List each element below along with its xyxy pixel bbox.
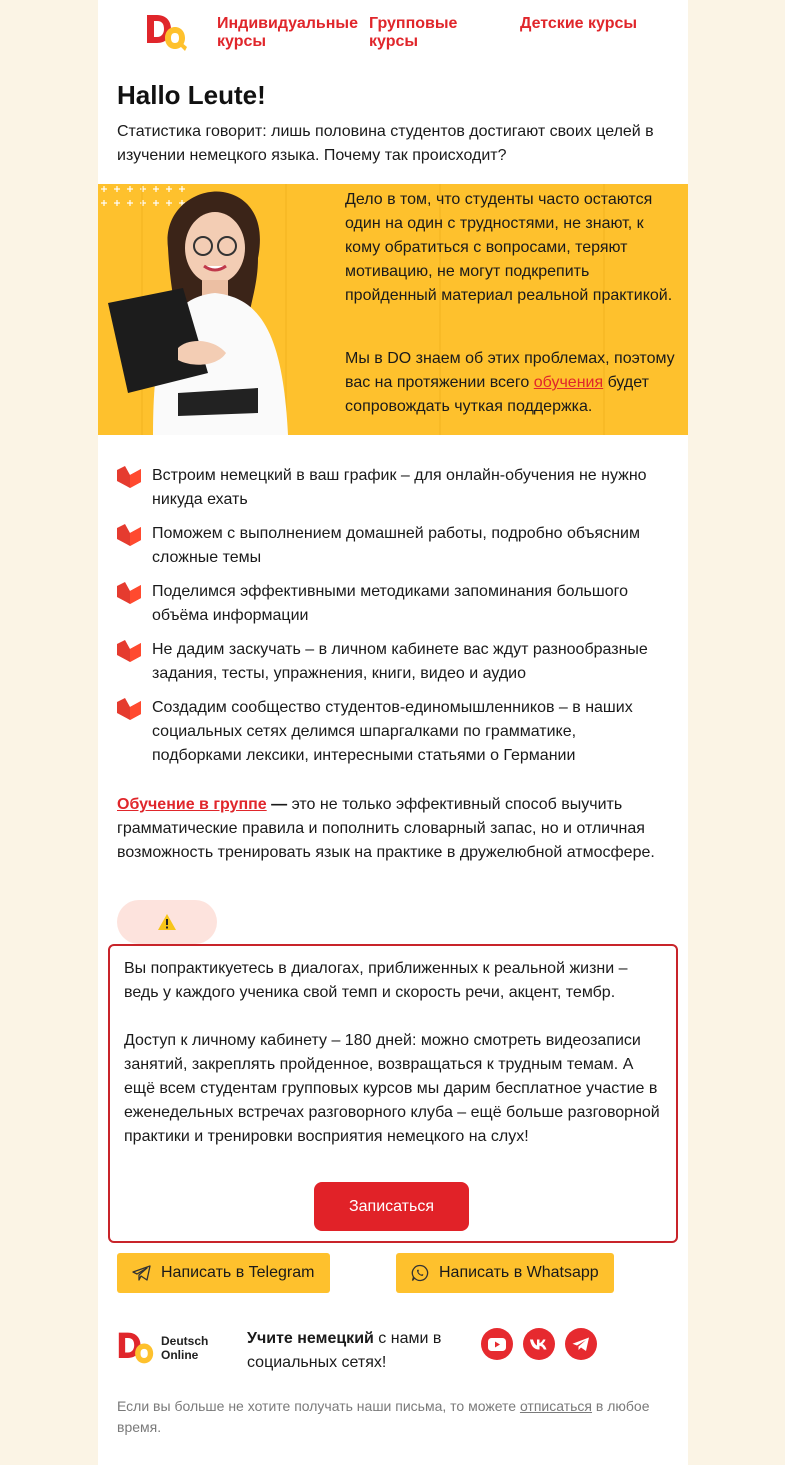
bullet-icon (117, 466, 143, 488)
page-title: Hallo Leute! (117, 80, 266, 110)
telegram-label: Написать в Telegram (161, 1264, 315, 1281)
unsubscribe-text-before: Если вы больше не хотите получать наши письма, то можете (117, 1398, 520, 1414)
list-item (117, 638, 667, 688)
nav-kids-courses[interactable] (520, 15, 637, 33)
list-item-text: Поможем с выполнением домашней работы, подробно объясним сложные темы (152, 525, 640, 566)
nav-label: курсы (369, 33, 419, 50)
list-item-text: Создадим сообщество студентов-единомышленников – в наших социальных сетях делимся шпаргалками по грамматике, подборками лексики, интересными статьями о Германии (152, 699, 633, 764)
group-learning-link[interactable]: Обучение в группе (117, 796, 267, 813)
list-item (117, 522, 667, 572)
youtube-link[interactable] (481, 1328, 513, 1360)
footer-logo[interactable] (117, 1330, 217, 1366)
unsubscribe-text-after: в любое время. (117, 1398, 650, 1435)
dash: — (266, 796, 292, 813)
whatsapp-icon (411, 1264, 429, 1282)
nav-individual-courses[interactable] (217, 15, 358, 51)
bullet-icon (117, 698, 143, 720)
learning-link[interactable]: обучения (533, 374, 604, 391)
box-paragraph-1: Вы попрактикуетесь в диалогах, приближенных к реальной жизни – ведь у каждого ученика свой темп и скорость речи, акцент, тембр. (124, 960, 628, 1001)
banner-paragraph-2 (345, 347, 675, 419)
nav-label: Детские курсы (520, 15, 638, 32)
box-paragraph-2: Доступ к личному кабинету – 180 дней: можно смотреть видеозаписи занятий, закреплять пройденное, возвращаться к трудным темам. А ещё всем студентам групповых курсов мы дарим бесплатное участие в еженедельных встречах разговорного клуба – ещё больше разговорной практики и тренировки восприятия немецкого на слух! (124, 1032, 660, 1145)
intro-text: Статистика говорит: лишь половина студентов достигают своих целей в изучении немецкого языка. Почему так происходит? (117, 123, 654, 164)
warning-pill (117, 900, 217, 944)
list-item-text: Не дадим заскучать – в личном кабинете вас ждут разнообразные задания, тесты, упражнения, книги, видео и аудио (152, 641, 648, 682)
whatsapp-label: Написать в Whatsapp (439, 1264, 599, 1281)
list-item (117, 580, 667, 630)
support-banner (98, 184, 688, 435)
student-photo (108, 188, 318, 435)
bullet-icon (117, 524, 143, 546)
list-item-text: Встроим немецкий в ваш график – для онлайн-обучения не нужно никуда ехать (152, 467, 647, 508)
vk-link[interactable] (523, 1328, 555, 1360)
do-logo[interactable] (145, 13, 187, 51)
list-item (117, 696, 667, 770)
nav-group-courses[interactable] (369, 15, 457, 51)
nav-label: Групповые (369, 15, 458, 32)
telegram-icon (572, 1337, 590, 1352)
email-card (98, 0, 688, 1465)
unsubscribe-text (117, 1396, 667, 1438)
banner-text: будет сопровождать чуткая поддержка. (345, 374, 649, 415)
logo-text: Deutsch (161, 1334, 209, 1348)
banner-paragraph-1: Дело в том, что студенты часто остаются один на один с трудностями, не знают, к кому обратиться с вопросами, теряют мотивацию, не могут подкрепить пройденный материал реальной практикой. (345, 191, 673, 304)
group-paragraph (117, 793, 667, 865)
banner-text: Мы в DO знаем об этих проблемах, поэтому вас на протяжении всего (345, 350, 675, 391)
list-item-text: Поделимся эффективными методиками запоминания большого объёма информации (152, 583, 629, 624)
telegram-button[interactable] (117, 1253, 330, 1293)
social-invite-text (247, 1327, 462, 1375)
warning-icon (158, 914, 176, 930)
bullet-icon (117, 582, 143, 604)
signup-button[interactable]: Записаться (314, 1182, 469, 1231)
nav-label: курсы (217, 33, 267, 50)
social-invite-bold: Учите немецкий (247, 1330, 374, 1347)
social-invite-rest: с нами в социальных сетях! (247, 1330, 442, 1371)
bullet-icon (117, 640, 143, 662)
whatsapp-button[interactable] (396, 1253, 614, 1293)
logo-text: Online (161, 1348, 199, 1362)
unsubscribe-link[interactable]: отписаться (519, 1398, 593, 1414)
nav-label: Индивидуальные (217, 15, 358, 32)
group-text: это не только эффективный способ выучить грамматические правила и пополнить словарный запас, но и отличная возможность тренировать язык на практике в дружелюбной атмосфере. (117, 796, 655, 861)
list-item (117, 464, 667, 514)
telegram-link[interactable] (565, 1328, 597, 1360)
youtube-icon (488, 1338, 506, 1351)
telegram-icon (132, 1265, 151, 1281)
vk-icon (530, 1339, 548, 1350)
